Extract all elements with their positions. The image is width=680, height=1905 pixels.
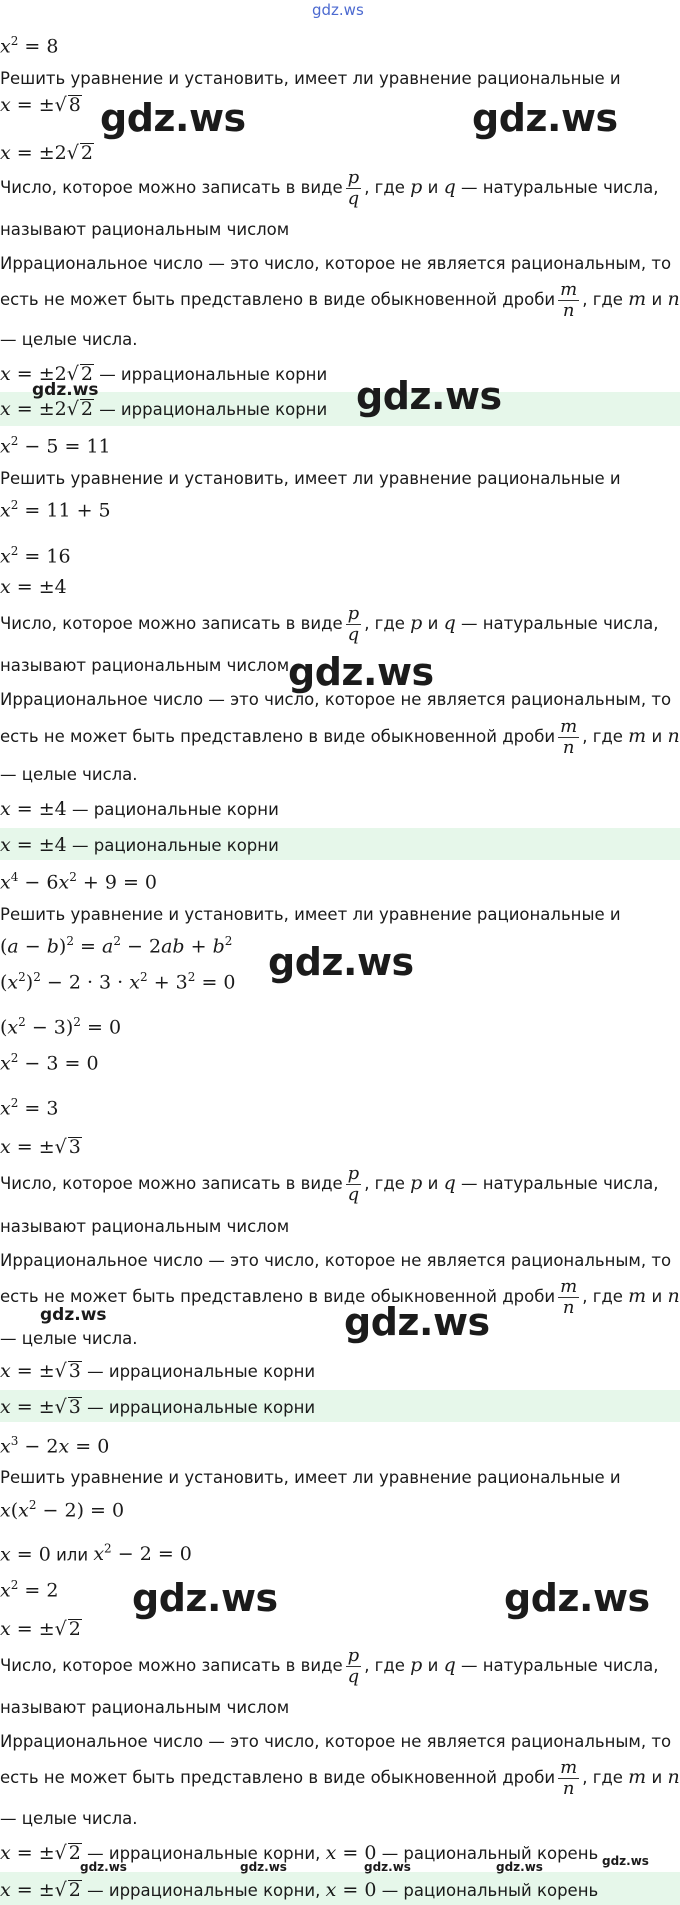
rational-definition-end: называют рациональным числом [0, 1217, 290, 1236]
conclusion: x = ±√ 3 — иррациональные корни [0, 1360, 316, 1382]
eq-line: $x^2 = 16$ [0, 544, 71, 568]
task-text: Решить уравнение и установить, имеет ли уравнение рациональные и [0, 1468, 621, 1487]
watermark: gdz.ws [40, 1305, 107, 1325]
eq-line: x = 0 или $x^2 - 2 = 0$ [0, 1542, 192, 1566]
watermark-top: gdz.ws [312, 1, 364, 19]
irrational-definition-end: — целые числа. [0, 1329, 138, 1348]
watermark: gdz.ws [268, 940, 414, 984]
eq-line: $x^3 - 2x = 0$ [0, 1434, 110, 1458]
irrational-definition: Иррациональное число — это число, которое не является рациональным, то [0, 690, 672, 709]
watermark: gdz.ws [364, 1860, 411, 1874]
eq-line: $x^2 - 5 = 11$ [0, 434, 111, 458]
irrational-definition: Иррациональное число — это число, которое не является рациональным, то [0, 1732, 672, 1751]
rational-definition: Число, которое можно записать в виде $\frac{p}{q}$ , где p и q — натуральные числа, [0, 603, 659, 645]
watermark: gdz.ws [32, 380, 99, 400]
rational-definition: Число, которое можно записать в виде $\frac{p}{q}$ , где p и q — натуральные числа, [0, 167, 659, 209]
eq-line: x = ±√ 8 [0, 94, 81, 116]
eq-line: $x^2 = 11 + 5$ [0, 498, 111, 522]
conclusion: x = ±2√ 2 — иррациональные корни [0, 363, 328, 385]
eq-line: $x^4 - 6x^2 + 9 = 0$ [0, 870, 158, 894]
watermark: gdz.ws [344, 1300, 490, 1344]
irrational-definition-2: есть не может быть представлено в виде обыкновенной дроби $\frac{m}{n}$ , где m и n [0, 279, 680, 321]
task-text: Решить уравнение и установить, имеет ли уравнение рациональные и [0, 69, 621, 88]
eq-line: x = ±4 [0, 576, 67, 598]
irrational-definition-end: — целые числа. [0, 1809, 138, 1828]
answer: x = ±√ 3 — иррациональные корни [0, 1396, 316, 1418]
irrational-definition-2: есть не может быть представлено в виде обыкновенной дроби $\frac{m}{n}$ , где m и n [0, 1757, 680, 1799]
watermark: gdz.ws [496, 1860, 543, 1874]
watermark: gdz.ws [504, 1576, 650, 1620]
eq-line: $x^2 = 8$ [0, 34, 59, 58]
answer: x = ±√ 2 — иррациональные корни, x = 0 — рациональный корень [0, 1879, 599, 1901]
irrational-definition-end: — целые числа. [0, 765, 138, 784]
eq-line: $x^2 = 3$ [0, 1096, 59, 1120]
conclusion: x = ±√ 2 — иррациональные корни, x = 0 — рациональный корень [0, 1842, 599, 1864]
watermark: gdz.ws [356, 374, 502, 418]
irrational-definition-end: — целые числа. [0, 330, 138, 349]
eq-line: $(x^2)^2 - 2 \cdot 3 \cdot x^2 + 3^2 = 0$ [0, 970, 236, 994]
rational-definition-end: называют рациональным числом [0, 220, 290, 239]
task-text: Решить уравнение и установить, имеет ли уравнение рациональные и [0, 905, 621, 924]
eq-line: x = ±2√ 2 [0, 142, 93, 164]
eq-line: x = ±√ 3 [0, 1136, 81, 1158]
watermark: gdz.ws [132, 1576, 278, 1620]
rational-definition-end: называют рациональным числом [0, 1698, 290, 1717]
answer: x = ±4 — рациональные корни [0, 834, 279, 856]
rational-definition-end: называют рациональным числом [0, 656, 290, 675]
watermark: gdz.ws [288, 650, 434, 694]
eq-line: x = ±√ 2 [0, 1618, 81, 1640]
watermark: gdz.ws [100, 96, 246, 140]
answer: x = ±2√ 2 — иррациональные корни [0, 398, 328, 420]
eq-line: $(x^2 - 3)^2 = 0$ [0, 1015, 122, 1039]
watermark: gdz.ws [240, 1860, 287, 1874]
irrational-definition-2: есть не может быть представлено в виде обыкновенной дроби $\frac{m}{n}$ , где m и n [0, 1276, 680, 1318]
irrational-definition: Иррациональное число — это число, которое не является рациональным, то [0, 1251, 672, 1270]
irrational-definition: Иррациональное число — это число, которое не является рациональным, то [0, 254, 672, 273]
rational-definition: Число, которое можно записать в виде $\frac{p}{q}$ , где p и q — натуральные числа, [0, 1645, 659, 1687]
watermark: gdz.ws [472, 96, 618, 140]
conclusion: x = ±4 — рациональные корни [0, 798, 279, 820]
eq-line: $x^2 - 3 = 0$ [0, 1051, 99, 1075]
eq-line: $(a - b)^2 = a^2 - 2ab + b^2$ [0, 934, 233, 958]
watermark: gdz.ws [602, 1854, 649, 1868]
rational-definition: Число, которое можно записать в виде $\frac{p}{q}$ , где p и q — натуральные числа, [0, 1163, 659, 1205]
eq-line: $x(x^2 - 2) = 0$ [0, 1498, 125, 1522]
watermark: gdz.ws [80, 1860, 127, 1874]
eq-line: $x^2 = 2$ [0, 1578, 59, 1602]
irrational-definition-2: есть не может быть представлено в виде обыкновенной дроби $\frac{m}{n}$ , где m и n [0, 716, 680, 758]
task-text: Решить уравнение и установить, имеет ли уравнение рациональные и [0, 469, 621, 488]
